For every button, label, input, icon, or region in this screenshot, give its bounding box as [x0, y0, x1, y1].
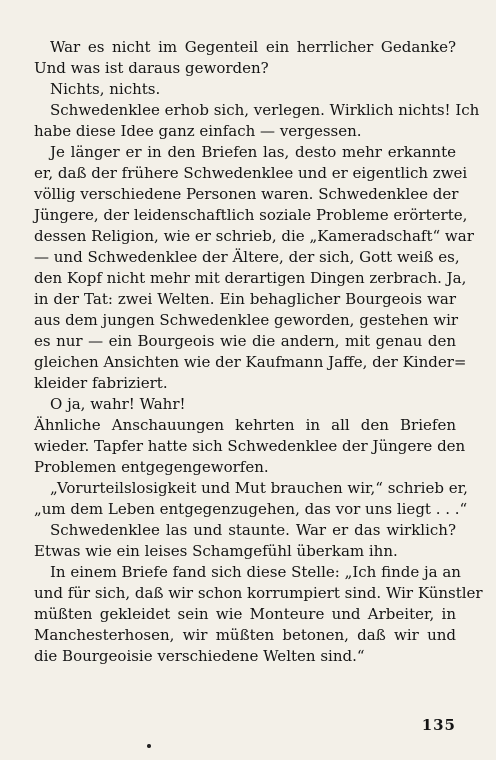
text-line: Etwas wie ein leises Schamgefühl überkam ihn. [34, 542, 398, 560]
text-line: Ähnliche Anschauungen kehrten in all den Briefen [34, 416, 456, 434]
text-line: gleichen Ansichten wie der Kaufmann Jaffe, der Kinder= [34, 353, 467, 371]
text-line: es nur — ein Bourgeois wie die andern, mit genau den [34, 332, 456, 350]
text-line: Nichts, nichts. [50, 80, 161, 98]
print-speck [147, 744, 151, 748]
text-line: müßten gekleidet sein wie Monteure und Arbeiter, in [34, 605, 456, 623]
text-line: Schwedenklee las und staunte. War er das wirklich? [50, 521, 456, 539]
text-line: und für sich, daß wir schon korrumpiert sind. Wir Künstler [34, 584, 483, 602]
text-line: „Vorurteilslosigkeit und Mut brauchen wir,“ schrieb er, [50, 479, 468, 497]
page-number: 135 [421, 716, 456, 734]
text-line: Manchesterhosen, wir müßten betonen, daß wir und [34, 626, 456, 644]
text-line: in der Tat: zwei Welten. Ein behaglicher Bourgeois war [34, 290, 456, 308]
text-line: — und Schwedenklee der Ältere, der sich, Gott weiß es, [34, 248, 460, 266]
text-line: In einem Briefe fand sich diese Stelle: „Ich finde ja an [50, 563, 461, 581]
text-line: Jüngere, der leidenschaftlich soziale Probleme erörterte, [34, 206, 468, 224]
text-line: wieder. Tapfer hatte sich Schwedenklee der Jüngere den [34, 437, 466, 455]
text-line: War es nicht im Gegenteil ein herrlicher Gedanke? [50, 38, 456, 56]
text-line: er, daß der frühere Schwedenklee und er eigentlich zwei [34, 164, 468, 182]
text-line: Problemen entgegengeworfen. [34, 458, 269, 476]
text-line: Schwedenklee erhob sich, verlegen. Wirklich nichts! Ich [50, 101, 480, 119]
text-line: dessen Religion, wie er schrieb, die „Kameradschaft“ war [34, 227, 474, 245]
text-line: völlig verschiedene Personen waren. Schwedenklee der [34, 185, 459, 203]
text-line: den Kopf nicht mehr mit derartigen Dingen zerbrach. Ja, [34, 269, 467, 287]
body-text [34, 37, 483, 667]
text-line: O ja, wahr! Wahr! [50, 395, 186, 413]
text-line: aus dem jungen Schwedenklee geworden, gestehen wir [34, 311, 459, 329]
text-line: „um dem Leben entgegenzugehen, das vor uns liegt . . .“ [34, 500, 468, 518]
text-line: kleider fabriziert. [34, 374, 168, 392]
text-line: habe diese Idee ganz einfach — vergessen. [34, 122, 362, 140]
text-line: die Bourgeoisie verschiedene Welten sind.“ [34, 647, 365, 665]
text-line: Und was ist daraus geworden? [34, 59, 269, 77]
text-line: Je länger er in den Briefen las, desto mehr erkannte [50, 143, 456, 161]
